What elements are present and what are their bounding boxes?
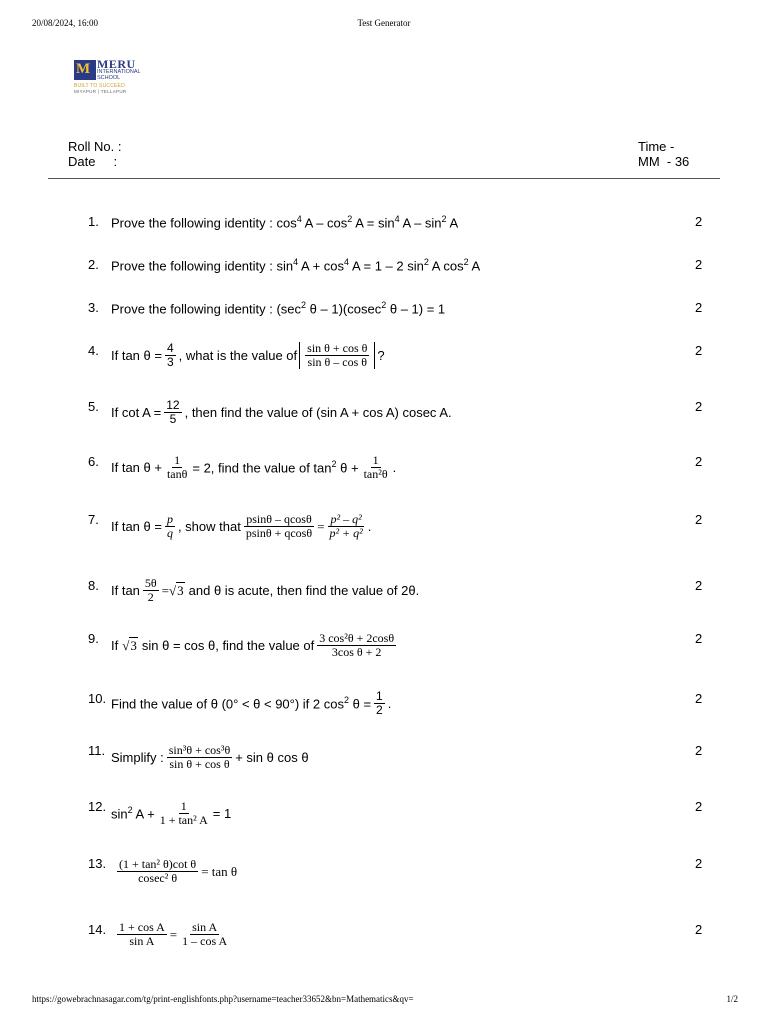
question-marks: 2 <box>695 578 703 593</box>
fraction: $\frac{\text{p² – q²}}{\text{p² + q²}}$ <box>329 512 363 540</box>
question-marks: 2 <box>695 856 703 871</box>
fraction: $\frac{4}{3}$ <box>166 341 174 369</box>
question-text-2: Prove the following identity : $\sin^4 A + \cos^4 A = 1 - 2$ $\sin^2 A$ $\cos^2 A$ <box>111 257 481 274</box>
fraction: $\frac{\text{sin A}}{\text{1 – cos A}}$ <box>182 920 228 948</box>
question-marks: 2 <box>695 512 703 527</box>
question-number: 8. <box>88 578 99 593</box>
question-text-4: If tan θ = $\frac{4}{3}$ , what is the value of $\frac{\text{sin θ + cos θ}}{\text{sin θ – cos θ}}$ ? <box>111 341 385 369</box>
logo-location: MIYAPUR | TELLAPUR <box>74 89 127 94</box>
question-number: 7. <box>88 512 99 527</box>
fraction: $\frac{1}{\text{tan²θ}}$ <box>363 453 388 481</box>
question-number: 14. <box>88 922 107 937</box>
roll-number-label: Roll No. : <box>68 139 122 154</box>
question-text-5: If cot A = $\frac{12}{5}$ , then find the value of (sin A + cos A) cosec A. <box>111 398 452 426</box>
question-marks: 2 <box>695 343 703 358</box>
question-text-11: Simplify : $\frac{\text{sin³θ + cos³θ}}{\text{sin θ + cos θ}}$ + sin θ cos θ <box>111 743 309 771</box>
question-number: 2. <box>88 257 99 272</box>
fraction: $\frac{\text{sin³θ + cos³θ}}{\text{sin θ + cos θ}}$ <box>168 743 231 771</box>
question-marks: 2 <box>695 257 703 272</box>
question-marks: 2 <box>695 399 703 414</box>
fraction: $\frac{12}{5}$ <box>166 398 180 426</box>
question-text-9: If √3 sin θ = cos θ, find the value of $\frac{\text{3 cos²θ + 2cosθ}}{\text{3cos θ + 2}}$ <box>111 631 395 659</box>
fraction: $\frac{1}{\tan\theta}$ <box>166 453 188 481</box>
question-number: 4. <box>88 343 99 358</box>
question-marks: 2 <box>695 454 703 469</box>
fraction: $\frac{\text{3 cos²θ + 2cosθ}}{\text{3cos θ + 2}}$ <box>319 631 395 659</box>
fraction: $\frac{\text{1 + cos A}}{\text{sin A}}$ <box>119 920 165 948</box>
print-url: https://gowebrachnasagar.com/tg/print-englishfonts.php?username=teacher33652&bn=Mathematics&qv= <box>32 994 414 1004</box>
question-text-13: $\frac{\text{(1 + tan² θ)cot θ}}{\text{cosec² θ}}$ = tan θ <box>119 857 238 885</box>
question-text-8: If tan $\frac{5\theta}{2}$ = √3 and θ is acute, then find the value of 2θ. <box>111 576 420 604</box>
question-number: 11. <box>88 743 106 758</box>
question-text-3: Prove the following identity : ($\sec^2$ θ – 1)(cosec$^2$ θ – 1) = 1 <box>111 300 446 317</box>
logo-mark-letter: M <box>76 61 91 77</box>
square-root: √3 <box>122 637 137 653</box>
print-page-number: 1/2 <box>726 994 738 1004</box>
header-divider <box>48 178 720 179</box>
date-label: Date : <box>68 154 118 169</box>
question-marks: 2 <box>695 743 703 758</box>
question-text-6: If tan θ + $\frac{1}{\tan\theta}$ = 2, find the value of $\tan^2 \theta$ + $\frac{1}{\text{tan²θ}}$ . <box>111 453 397 481</box>
question-marks: 2 <box>695 631 703 646</box>
question-number: 5. <box>88 399 99 414</box>
fraction: $\frac{1}{\text{1 + tan² A}}$ <box>159 799 208 827</box>
bracket-expression: $\frac{\text{sin θ + cos θ}}{\text{sin θ – cos θ}}$ <box>299 342 375 369</box>
print-datetime: 20/08/2024, 16:00 <box>32 18 99 28</box>
question-marks: 2 <box>695 214 703 229</box>
fraction: $\frac{1}{2}$ <box>376 689 383 717</box>
question-marks: 2 <box>695 691 703 706</box>
fraction: $\frac{5\theta}{2}$ <box>144 576 157 604</box>
logo-name: MERU <box>97 57 136 71</box>
question-number: 9. <box>88 631 99 646</box>
question-number: 6. <box>88 454 99 469</box>
logo-subtitle: INTERNATIONAL SCHOOL <box>97 69 141 81</box>
question-marks: 2 <box>695 300 703 315</box>
question-marks: 2 <box>695 799 703 814</box>
question-number: 1. <box>88 214 99 229</box>
time-label: Time - <box>638 139 675 154</box>
question-text-14: $\frac{\text{1 + cos A}}{\text{sin A}}$ = $\frac{\text{sin A}}{\text{1 – cos A}}$ <box>119 920 228 948</box>
question-number: 3. <box>88 300 99 315</box>
square-root: √3 <box>169 582 184 598</box>
question-number: 12. <box>88 799 107 814</box>
question-text-7: If tan θ = $\frac{p}{q}$ , show that $\frac{psin\theta - qcos\theta}{psin\theta + qcos\theta}$ = $\frac{\text{p² – q²}}{\text{p² + q²}}$ . <box>111 512 372 540</box>
max-marks-label: MM - 36 <box>638 154 690 169</box>
school-logo <box>74 56 152 96</box>
question-text-10: Find the value of θ (0° < θ < 90°) if 2 $\cos^2 \theta$ = $\frac{1}{2}$ . <box>111 689 392 717</box>
print-page-title: Test Generator <box>357 18 411 28</box>
question-text-1: Prove the following identity : $\cos^4 A - \cos^2 A = \sin^4 A - \sin^2 A$ <box>111 214 459 231</box>
question-number: 13. <box>88 856 107 871</box>
question-number: 10. <box>88 691 107 706</box>
logo-tagline: BUILT TO SUCCEED <box>74 83 125 89</box>
fraction: $\frac{p}{q}$ <box>166 512 173 540</box>
question-marks: 2 <box>695 922 703 937</box>
fraction: $\frac{\text{(1 + tan² θ)cot θ}}{\text{cosec² θ}}$ <box>119 857 197 885</box>
question-text-12: $\sin^2 A$ + $\frac{1}{\text{1 + tan² A}}$ = 1 <box>111 799 232 827</box>
fraction: $\frac{psin\theta - qcos\theta}{psin\theta + qcos\theta}$ <box>245 512 313 540</box>
